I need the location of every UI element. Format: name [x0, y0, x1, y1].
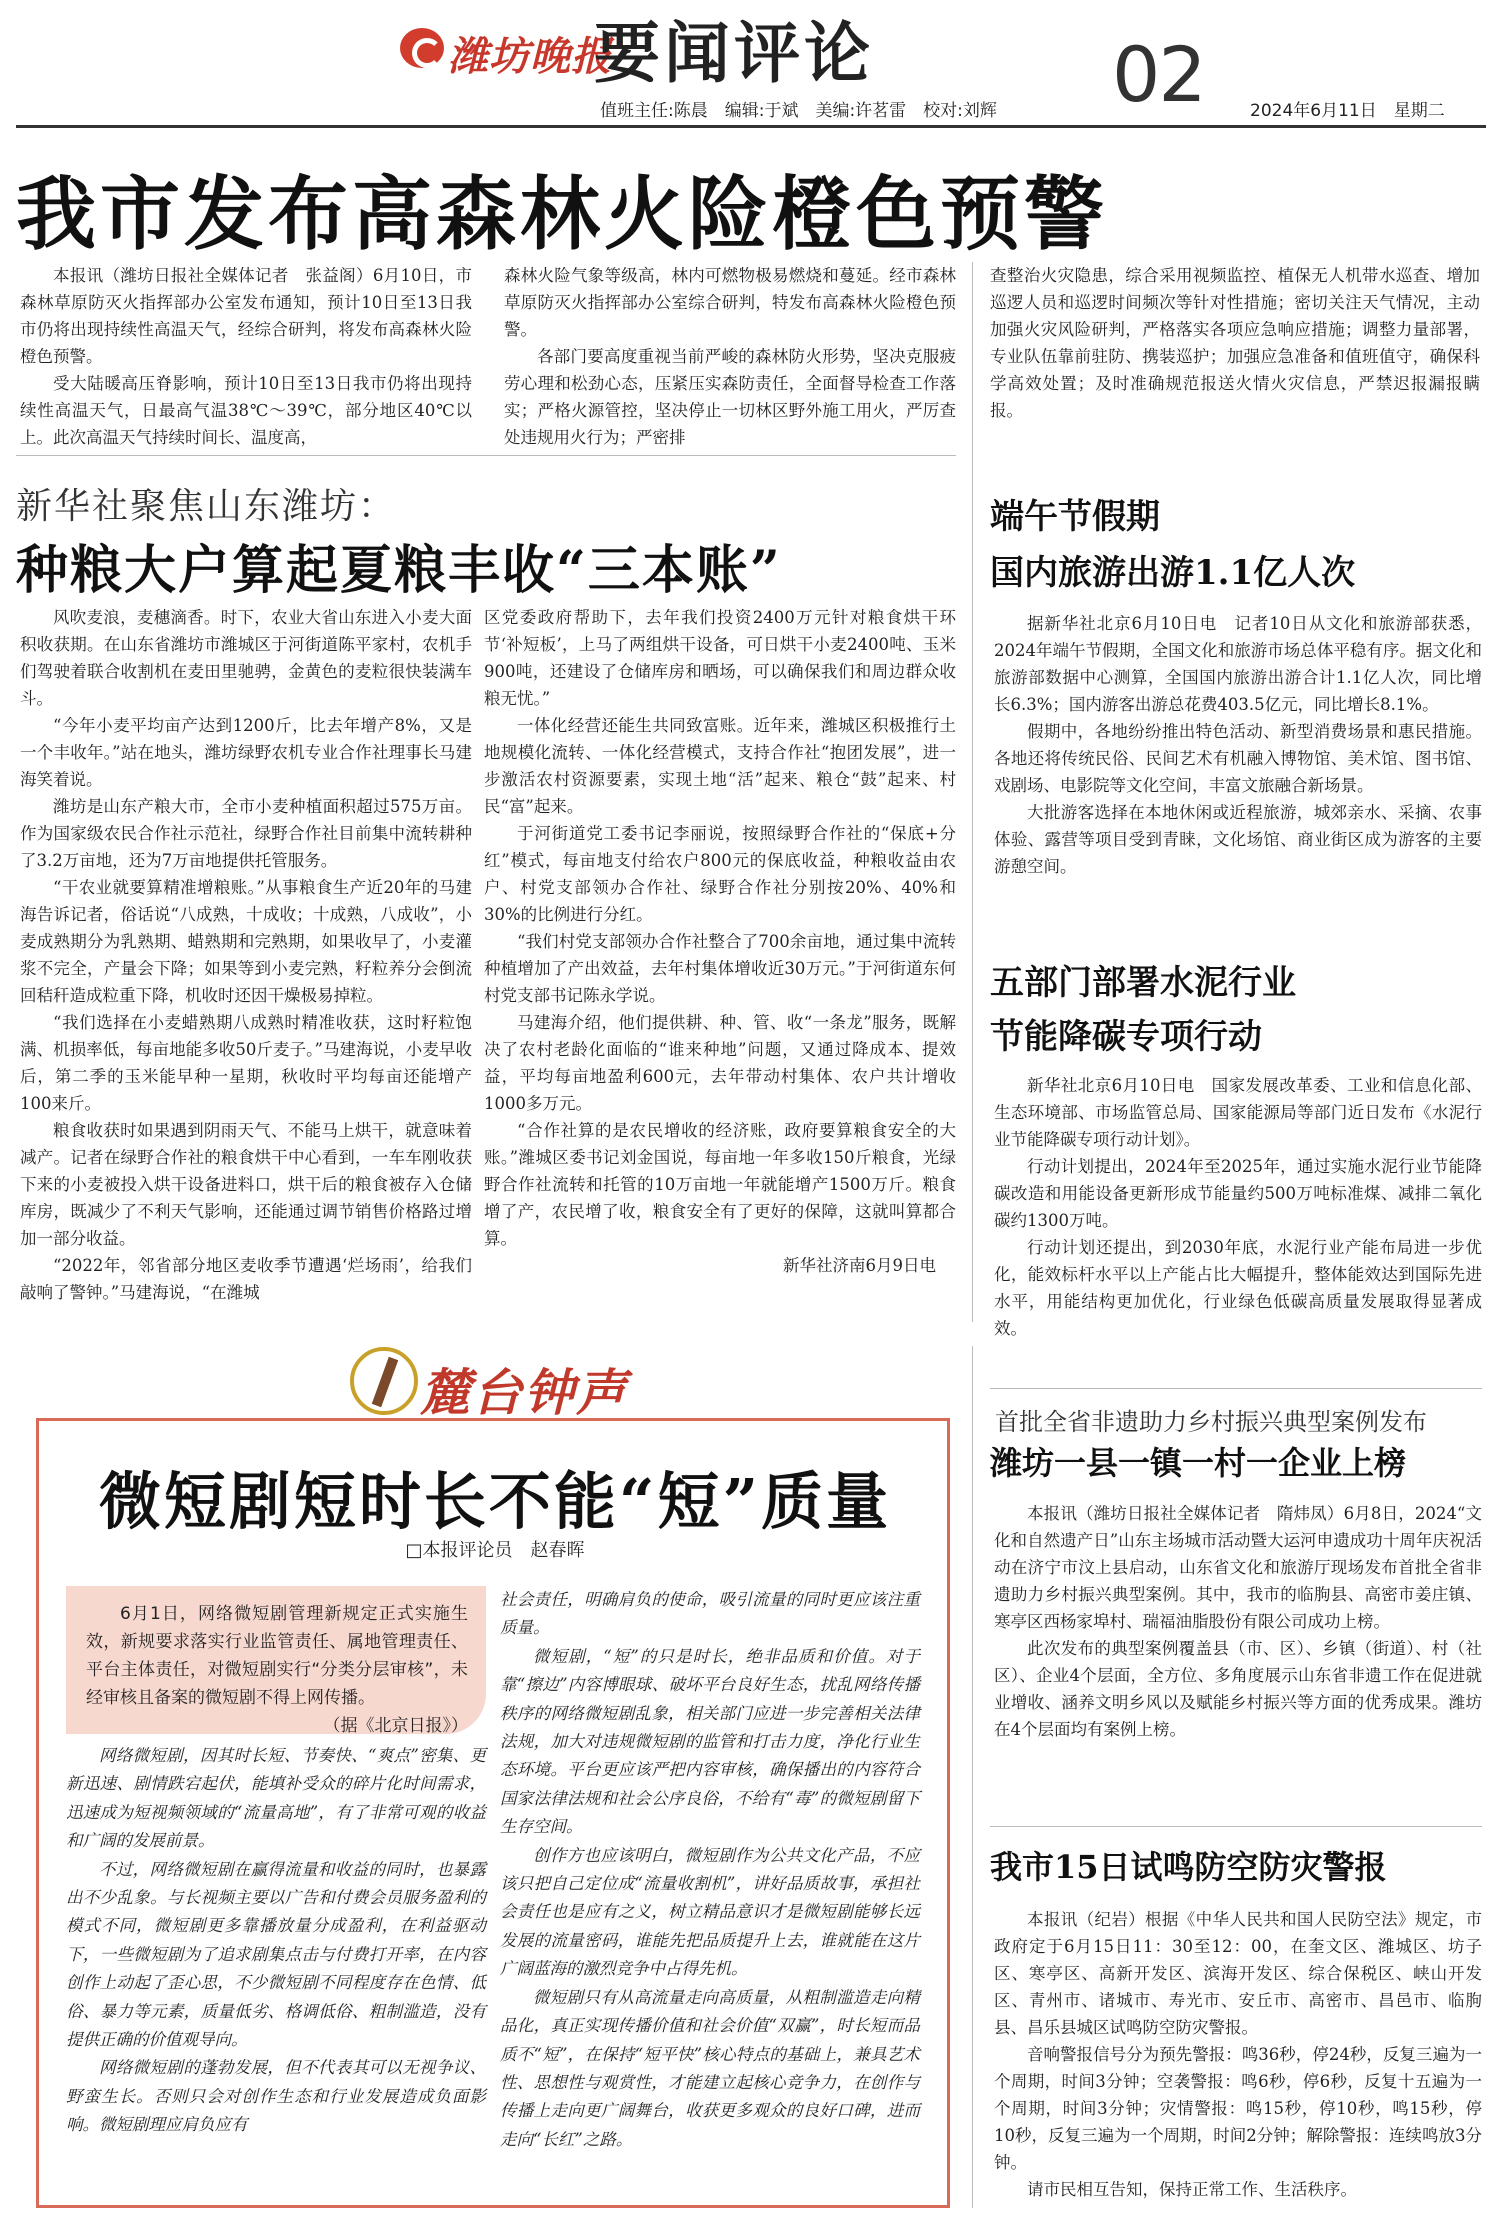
- airraid-paragraph: 本报讯（纪岩）根据《中华人民共和国人民防空法》规定，市政府定于6月15日11：30至12：00，在奎文区、潍城区、坊子区、寒亭区、高新开发区、滨海开发区、综合保税区、峡山开发区、青州市、诸城市、寿光市、安丘市、高密市、昌邑市、临朐县、昌乐县城区试鸣防空防灾警报。: [994, 1910, 1482, 2037]
- xinhua-column-1: [20, 604, 472, 1320]
- editorial-headline: 微短剧短时长不能“短”质量: [98, 1465, 892, 1538]
- page-number: 02: [1112, 30, 1205, 119]
- airraid-paragraph: 请市民相互告知，保持正常工作、生活秩序。: [1027, 2180, 1357, 2199]
- bell-icon: [350, 1347, 418, 1415]
- editorial-column-1: [66, 1742, 486, 2200]
- editorial-column-name: 麓台钟声: [420, 1363, 628, 1422]
- xinhua-paragraph: 区党委政府帮助下，去年我们投资2400万元针对粮食烘干环节‘补短板’，上马了两组烘干设备，可日烘干小麦2400吨、玉米900吨，还建设了仓储库房和晒场，可以确保我们和周边群众收粮无忧。”: [484, 608, 956, 708]
- airraid-paragraph: 音响警报信号分为预先警报：鸣36秒，停24秒，反复三遍为一个周期，时间3分钟；空袭警报：鸣6秒，停6秒，反复十五遍为一个周期，时间3分钟；灾情警报：鸣15秒，停10秒，鸣15秒，停10秒，反复三遍为一个周期，时间2分钟；解除警报：连续鸣放3分钟。: [994, 2045, 1482, 2172]
- xinhua-paragraph: 一体化经营还能生共同致富账。近年来，潍城区积极推行土地规模化流转、一体化经营模式，支持合作社“抱团发展”，进一步激活农村资源要素，实现土地“活”起来、粮仓“鼓”起来、村民“富”起来。: [484, 716, 956, 816]
- heritage-paragraph: 本报讯（潍坊日报社全媒体记者 隋炜凤）6月8日，2024“文化和自然遗产日”山东主场城市活动暨大运河申遗成功十周年庆祝活动在济宁市汶上县启动，山东省文化和旅游厅现场发布首批全省非遗助力乡村振兴典型案例。其中，我市的临朐县、高密市姜庄镇、寒亭区西杨家埠村、瑞福油脂股份有限公司成功上榜。: [994, 1504, 1482, 1631]
- section-title: 要闻评论: [594, 14, 874, 92]
- heritage-paragraph: 此次发布的典型案例覆盖县（市、区）、乡镇（街道）、村（社区）、企业4个层面，全方位、多角度展示山东省非遗工作在促进就业增收、涵养文明乡风以及赋能乡村振兴等方面的优秀成果。潍坊在4个层面均有案例上榜。: [994, 1639, 1482, 1739]
- tourism-paragraph: 大批游客选择在本地休闲或近程旅游，城郊亲水、采摘、农事体验、露营等项目受到青睐，文化场馆、商业街区成为游客的主要游憩空间。: [994, 803, 1482, 876]
- xinhua-column-2: [484, 604, 956, 1320]
- paper-name: 潍坊晚报: [448, 34, 612, 80]
- newspaper-logo-icon: [400, 28, 444, 68]
- editorial-paragraph: 社会责任，明确肩负的使命，吸引流量的同时更应该注重质量。: [500, 1590, 920, 1638]
- lead-paragraph: 森林火险气象等级高，林内可燃物极易燃烧和蔓延。经市森林草原防灭火指挥部办公室综合研判，特发布高森林火险橙色预警。: [504, 266, 956, 339]
- xinhua-paragraph: 潍坊是山东产粮大市，全市小麦种植面积超过575万亩。作为国家级农民合作社示范社，绿野合作社目前集中流转耕种了3.2万亩地，还为7万亩地提供托管服务。: [20, 797, 472, 870]
- xinhua-headline: 种粮大户算起夏粮丰收“三本账”: [16, 540, 782, 601]
- cement-paragraph: 行动计划还提出，到2030年底，水泥行业产能布局进一步优化，能效标杆水平以上产能占比大幅提升，整体能效达到国际先进水平，用能结构更加优化，行业绿色低碳高质量发展取得显著成效。: [994, 1238, 1482, 1338]
- lead-column-3: [990, 262, 1480, 437]
- lead-headline: 我市发布高森林火险橙色预警: [16, 167, 1108, 261]
- airraid-headline: 我市15日试鸣防空防灾警报: [990, 1848, 1387, 1886]
- tourism-body: [994, 610, 1482, 910]
- xinhua-paragraph: “我们村党支部领办合作社整合了700余亩地，通过集中流转种植增加了产出效益，去年村集体增收近30万元。”于河街道东何村党支部书记陈永学说。: [484, 932, 956, 1005]
- lead-paragraph: 查整治火灾隐患，综合采用视频监控、植保无人机带水巡查、增加巡逻人员和巡逻时间频次等针对性措施；密切关注天气情况，主动加强火灾风险研判，严格落实各项应急响应措施；调整力量部署，专业队伍靠前驻防、携装巡护；加强应急准备和值班值守，确保科学高效处置；及时准确规范报送火情火灾信息，严禁迟报漏报瞒报。: [990, 266, 1480, 420]
- section-divider: [990, 1388, 1482, 1389]
- column-divider: [972, 1346, 973, 2208]
- editorial-quote-source: （据《北京日报》）: [323, 1716, 468, 1736]
- column-divider: [972, 262, 973, 1322]
- xinhua-paragraph: “2022年，邻省部分地区麦收季节遭遇‘烂场雨’，给我们敲响了警钟。”马建海说，“在潍城: [20, 1256, 472, 1302]
- section-divider: [16, 455, 956, 456]
- editorial-quote-box: [66, 1586, 486, 1734]
- editorial-paragraph: 微短剧只有从高流量走向高质量，从粗制滥造走向精品化，真正实现传播价值和社会价值“双赢”，时长短而品质不“短”，在保持“短平快”核心特点的基础上，兼具艺术性、思想性与观赏性，才能建立起核心竞争力，在创作与传播上走向更广阔舞台，收获更多观众的良好口碑，进而走向“长红”之路。: [500, 1987, 920, 2149]
- lead-paragraph: 本报讯（潍坊日报社全媒体记者 张益阁）6月10日，市森林草原防灭火指挥部办公室发布通知，预计10日至13日我市仍将出现持续性高温天气，经综合研判，将发布高森林火险橙色预警。: [20, 266, 472, 366]
- editorial-paragraph: 微短剧，“短”的只是时长，绝非品质和价值。对于靠“擦边”内容博眼球、破坏平台良好生态，扰乱网络传播秩序的网络微短剧乱象，相关部门应进一步完善相关法律法规，加大对违规微短剧的监管和打击力度，净化行业生态环境。平台更应该严把内容审核，确保播出的内容符合国家法律法规和社会公序良俗，不给有“毒”的微短剧留下生存空间。: [500, 1646, 920, 1837]
- heritage-body: [994, 1500, 1482, 1800]
- editorial-column-logo: [350, 1345, 630, 1421]
- editorial-column-2: [500, 1586, 920, 2200]
- editorial-paragraph: 不过，网络微短剧在赢得流量和收益的同时，也暴露出不少乱象。与长视频主要以广告和付费会员服务盈利的模式不同，微短剧更多靠播放量分成盈利，在利益驱动下，一些微短剧为了追求剧集点击与付费打开率，在内容创作上动起了歪心思，不少微短剧不同程度存在色情、低俗、暴力等元素，质量低劣、格调低俗、粗制滥造，没有提供正确的价值观导向。: [66, 1859, 486, 2050]
- masthead-divider: [16, 125, 1486, 128]
- heritage-kicker: 首批全省非遗助力乡村振兴典型案例发布: [995, 1408, 1427, 1436]
- xinhua-dateline: 新华社济南6月9日电: [783, 1256, 936, 1275]
- issue-date: 2024年6月11日 星期二: [1250, 101, 1445, 121]
- editorial-quote: [86, 1600, 468, 1740]
- editor-credits: 值班主任:陈晨 编辑:于斌 美编:许茗雷 校对:刘辉: [600, 101, 997, 121]
- editorial-paragraph: 创作方也应该明白，微短剧作为公共文化产品，不应该只把自己定位成“流量收割机”，讲好品质故事，承担社会责任也是应有之义，树立精品意识才是微短剧能够长远发展的流量密码，谁能先把品质提升上去，谁就能在这片广阔蓝海的激烈竞争中占得先机。: [500, 1845, 920, 1979]
- tourism-headline-line-1: 端午节假期: [990, 497, 1160, 537]
- xinhua-paragraph: “我们选择在小麦蜡熟期八成熟时精准收获，这时籽粒饱满、机损率低，每亩地能多收50斤麦子。”马建海说，小麦早收后，第二季的玉米能早种一星期，秋收时平均每亩还能增产100来斤。: [20, 1013, 472, 1113]
- editorial-author: □本报评论员 赵春晖: [405, 1540, 585, 1561]
- xinhua-kicker: 新华社聚焦山东潍坊：: [16, 486, 397, 527]
- section-divider: [990, 1826, 1482, 1827]
- cement-headline-line-2: 节能降碳专项行动: [990, 1017, 1262, 1057]
- cement-body: [994, 1072, 1482, 1340]
- xinhua-paragraph: 粮食收获时如果遇到阴雨天气、不能马上烘干，就意味着减产。记者在绿野合作社的粮食烘干中心看到，一车车刚收获下来的小麦被投入烘干设备进料口，烘干后的粮食被存入仓储库房，既减少了不利天气影响，还能通过调节销售价格路过增加一部分收益。: [20, 1121, 472, 1248]
- airraid-body: [994, 1906, 1482, 2210]
- cement-paragraph: 行动计划提出，2024年至2025年，通过实施水泥行业节能降碳改造和用能设备更新形成节能量约500万吨标准煤、减排二氧化碳约1300万吨。: [994, 1157, 1482, 1230]
- tourism-paragraph: 假期中，各地纷纷推出特色活动、新型消费场景和惠民措施。各地还将传统民俗、民间艺术有机融入博物馆、美术馆、图书馆、戏剧场、电影院等文化空间，丰富文旅融合新场景。: [994, 722, 1482, 795]
- cement-headline-line-1: 五部门部署水泥行业: [990, 963, 1296, 1003]
- xinhua-paragraph: “合作社算的是农民增收的经济账，政府要算粮食安全的大账。”潍城区委书记刘金国说，每亩地一年多收150斤粮食，光绿野合作社流转和托管的10万亩地一年就能增产1500万斤。粮食增了产，农民增了收，粮食安全有了更好的保障，这就叫算都合算。: [484, 1121, 956, 1248]
- xinhua-paragraph: 于河街道党工委书记李丽说，按照绿野合作社的“保底+分红”模式，每亩地支付给农户800元的保底收益，种粮收益由农户、村党支部领办合作社、绿野合作社分别按20%、40%和30%的比例进行分红。: [484, 824, 956, 924]
- lead-paragraph: 受大陆暖高压脊影响，预计10日至13日我市仍将出现持续性高温天气，日最高气温38℃～39℃，部分地区40℃以上。此次高温天气持续时间长、温度高，: [20, 374, 472, 447]
- xinhua-paragraph: 风吹麦浪，麦穗滴香。时下，农业大省山东进入小麦大面积收获期。在山东省潍坊市潍城区于河街道陈平家村，农机手们驾驶着联合收割机在麦田里驰骋，金黄色的麦粒很快装满车斗。: [20, 608, 472, 708]
- editorial-paragraph: 网络微短剧的蓬勃发展，但不代表其可以无视争议、野蛮生长。否则只会对创作生态和行业发展造成负面影响。微短剧理应肩负应有: [66, 2058, 486, 2135]
- lead-column-1: [20, 262, 472, 447]
- xinhua-paragraph: 马建海介绍，他们提供耕、种、管、收“一条龙”服务，既解决了农村老龄化面临的“谁来种地”问题，又通过降成本、提效益，平均每亩地盈利600元，去年带动村集体、农户共计增收1000多万元。: [484, 1013, 956, 1113]
- heritage-headline: 潍坊一县一镇一村一企业上榜: [990, 1444, 1407, 1482]
- tourism-paragraph: 据新华社北京6月10日电 记者10日从文化和旅游部获悉，2024年端午节假期，全国文化和旅游市场总体平稳有序。据文化和旅游部数据中心测算，全国国内旅游出游合计1.1亿人次，同比增长6.3%；国内游客出游总花费403.5亿元，同比增长8.1%。: [994, 614, 1482, 714]
- xinhua-paragraph: “干农业就要算精准增粮账。”从事粮食生产近20年的马建海告诉记者，俗话说“八成熟，十成收；十成熟，八成收”，小麦成熟期分为乳熟期、蜡熟期和完熟期，如果收早了，小麦灌浆不完全，产量会下降；如果等到小麦完熟，籽粒养分会倒流回秸秆造成粒重下降，机收时还因干燥极易掉粒。: [20, 878, 472, 1005]
- lead-paragraph: 各部门要高度重视当前严峻的森林防火形势，坚决克服疲劳心理和松劲心态，压紧压实森防责任，全面督导检查工作落实；严格火源管控，坚决停止一切林区野外施工用火，严厉查处违规用火行为；严密排: [504, 347, 956, 447]
- editorial-paragraph: 网络微短剧，因其时长短、节奏快、“爽点”密集、更新迅速、剧情跌宕起伏，能填补受众的碎片化时间需求，迅速成为短视频领域的“流量高地”，有了非常可观的收益和广阔的发展前景。: [66, 1746, 486, 1851]
- editorial-quote-text: 6月1日，网络微短剧管理新规定正式实施生效，新规要求落实行业监管责任、属地管理责任、平台主体责任，对微短剧实行“分类分层审核”，未经审核且备案的微短剧不得上网传播。: [86, 1604, 468, 1708]
- xinhua-paragraph: “今年小麦平均亩产达到1200斤，比去年增产8%，又是一个丰收年。”站在地头，潍坊绿野农机专业合作社理事长马建海笑着说。: [20, 716, 472, 789]
- masthead: [0, 0, 1500, 128]
- tourism-headline-line-2: 国内旅游出游1.1亿人次: [990, 553, 1356, 593]
- cement-paragraph: 新华社北京6月10日电 国家发展改革委、工业和信息化部、生态环境部、市场监管总局、国家能源局等部门近日发布《水泥行业节能降碳专项行动计划》。: [994, 1076, 1482, 1149]
- lead-column-2: [504, 262, 956, 447]
